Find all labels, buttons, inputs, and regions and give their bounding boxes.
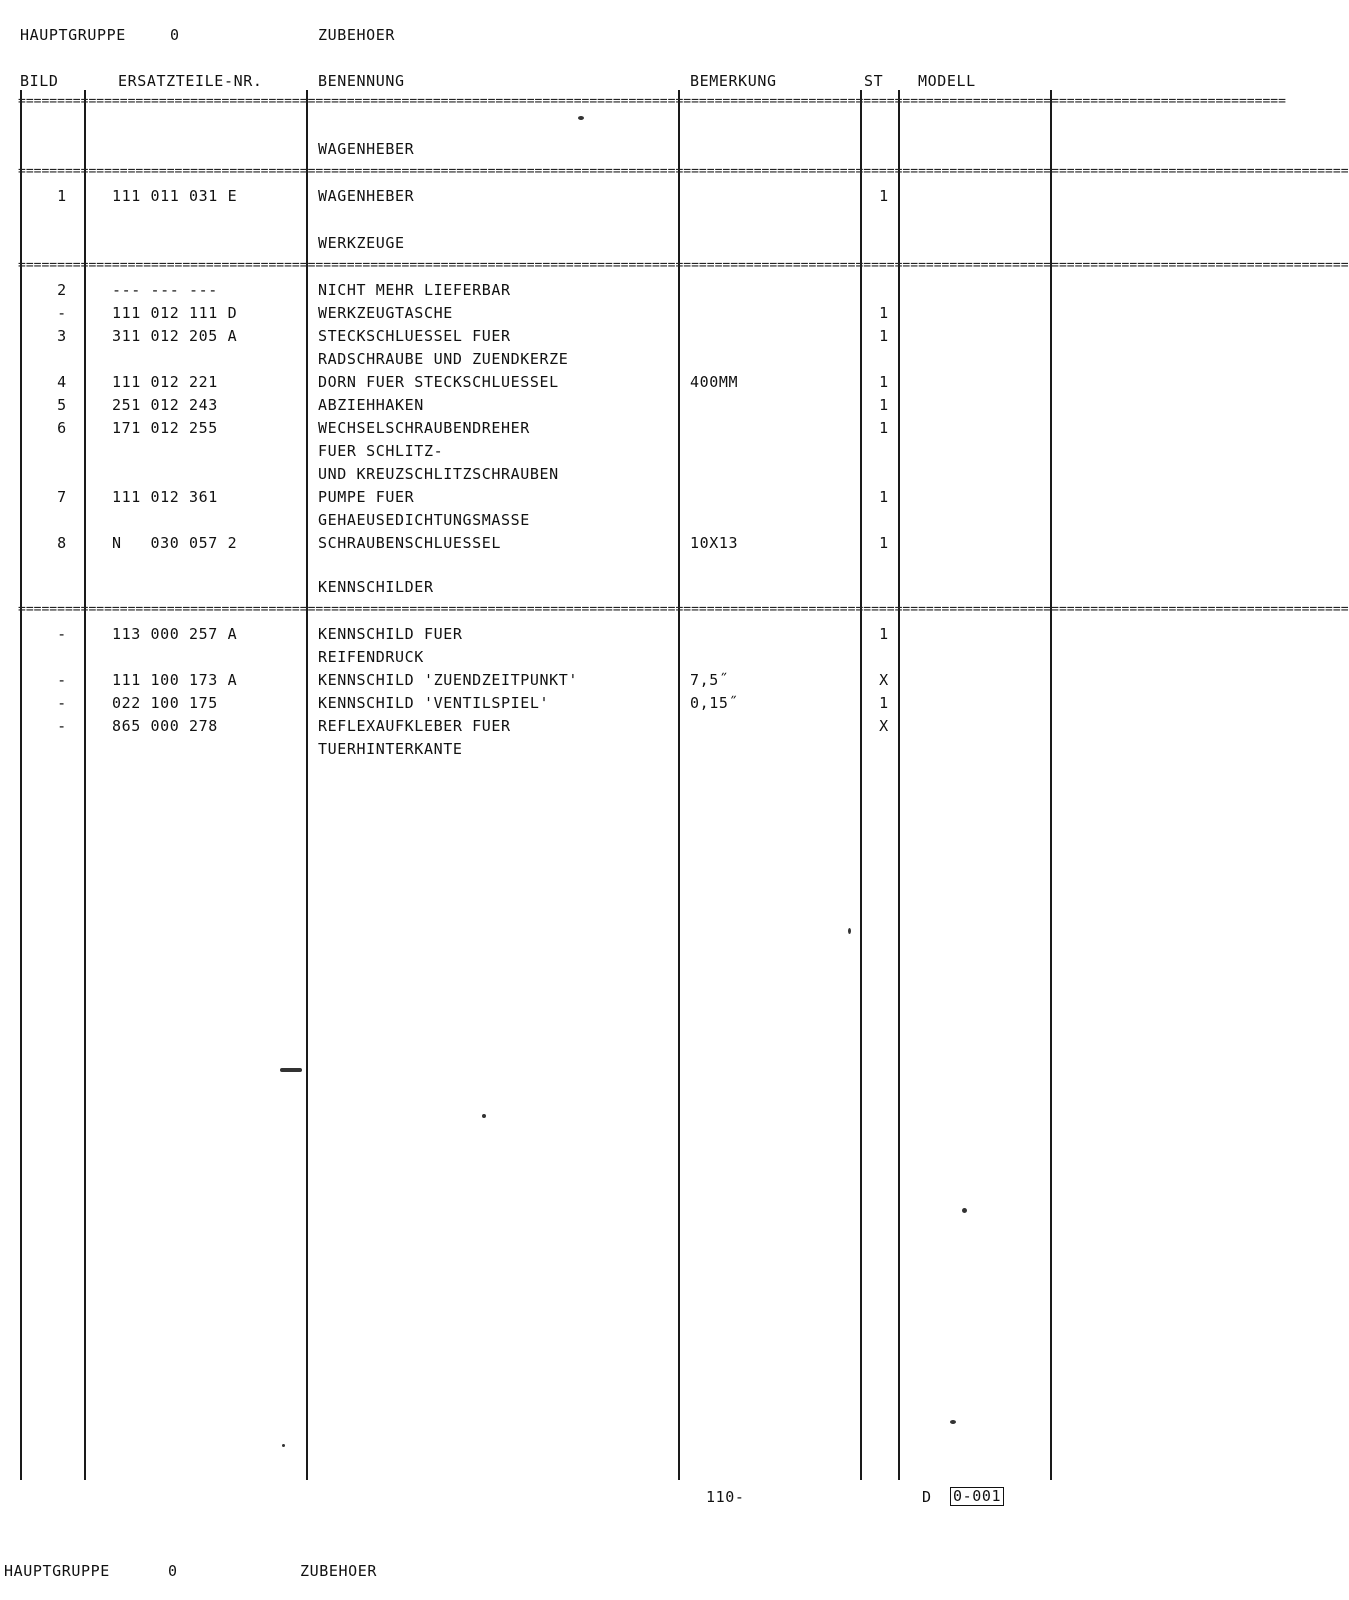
col-header-bemerkung: BEMERKUNG: [690, 72, 777, 90]
col-header-modell: MODELL: [918, 72, 976, 90]
double-rule: ==========================================================================================================================================================================: [18, 258, 1349, 273]
table-row: [0, 647, 1106, 670]
benennung-cell: REIFENDRUCK: [318, 648, 424, 666]
page-reference: 110-: [706, 1488, 745, 1506]
benennung-cell: RADSCHRAUBE UND ZUENDKERZE: [318, 350, 569, 368]
bottom-hauptgruppe-label: HAUPTGRUPPE: [4, 1562, 110, 1580]
benennung-cell: NICHT MEHR LIEFERBAR: [318, 281, 511, 299]
table-row: [0, 739, 1106, 762]
double-rule: ==================================================================================================================================================================: [18, 94, 1286, 109]
part-number-cell: 311 012 205 A: [112, 327, 238, 345]
bemerkung-cell: 0,15˝: [690, 694, 739, 712]
part-number-cell: 251 012 243: [112, 396, 218, 414]
bild-cell: -: [57, 304, 67, 322]
st-cell: 1: [879, 373, 889, 391]
scan-speck: [282, 1444, 285, 1447]
scan-speck: [280, 1068, 302, 1072]
part-number-cell: 111 012 361: [112, 488, 218, 506]
benennung-cell: FUER SCHLITZ-: [318, 442, 444, 460]
part-number-cell: --- --- ---: [112, 281, 218, 299]
benennung-cell: SCHRAUBENSCHLUESSEL: [318, 534, 501, 552]
benennung-cell: TUERHINTERKANTE: [318, 740, 463, 758]
st-cell: 1: [879, 694, 889, 712]
table-row: [0, 670, 1106, 693]
scan-speck: [962, 1208, 967, 1213]
st-cell: 1: [879, 396, 889, 414]
part-number-cell: 171 012 255: [112, 419, 218, 437]
benennung-cell: WERKZEUGTASCHE: [318, 304, 453, 322]
benennung-cell: ABZIEHHAKEN: [318, 396, 424, 414]
benennung-cell: GEHAEUSEDICHTUNGSMASSE: [318, 511, 530, 529]
st-cell: 1: [879, 534, 889, 552]
scan-speck: [482, 1114, 486, 1118]
section-title: WAGENHEBER: [318, 140, 415, 158]
benennung-cell: KENNSCHILD 'VENTILSPIEL': [318, 694, 550, 712]
table-row: [0, 716, 1106, 739]
part-number-cell: N 030 057 2: [112, 534, 238, 552]
table-row: [0, 326, 1106, 349]
bemerkung-cell: 7,5˝: [690, 671, 729, 689]
page-code-box: 0-001: [950, 1487, 1004, 1506]
table-row: [0, 303, 1106, 326]
part-number-cell: 111 100 173 A: [112, 671, 238, 689]
bild-cell: 3: [57, 327, 67, 345]
st-cell: X: [879, 717, 889, 735]
bild-cell: 7: [57, 488, 67, 506]
part-number-cell: 022 100 175: [112, 694, 218, 712]
bild-cell: 6: [57, 419, 67, 437]
st-cell: 1: [879, 327, 889, 345]
table-row: [0, 280, 1106, 303]
bild-cell: -: [57, 694, 67, 712]
table-row: [0, 395, 1106, 418]
col-header-bild: BILD: [20, 72, 59, 90]
table-row: [0, 624, 1106, 647]
table-row: [0, 349, 1106, 372]
benennung-cell: KENNSCHILD 'ZUENDZEITPUNKT': [318, 671, 579, 689]
part-number-cell: 865 000 278: [112, 717, 218, 735]
section-title: WERKZEUGE: [318, 234, 405, 252]
table-row: [0, 441, 1106, 464]
bild-cell: 5: [57, 396, 67, 414]
hauptgruppe-label: HAUPTGRUPPE: [20, 26, 126, 44]
scan-speck: [848, 928, 851, 934]
bottom-hauptgruppe-name: ZUBEHOER: [300, 1562, 378, 1580]
bild-cell: -: [57, 625, 67, 643]
col-header-st: ST: [864, 72, 884, 90]
st-cell: 1: [879, 304, 889, 322]
col-header-part: ERSATZTEILE-NR.: [118, 72, 263, 90]
st-cell: 1: [879, 488, 889, 506]
benennung-cell: PUMPE FUER: [318, 488, 415, 506]
double-rule: ==========================================================================================================================================================================: [18, 164, 1349, 179]
double-rule: ==========================================================================================================================================================================: [18, 602, 1349, 617]
table-row: [0, 372, 1106, 395]
table-row: [0, 693, 1106, 716]
bild-cell: 2: [57, 281, 67, 299]
section-title: KENNSCHILDER: [318, 578, 434, 596]
st-cell: X: [879, 671, 889, 689]
bild-cell: 1: [57, 187, 67, 205]
part-number-cell: 113 000 257 A: [112, 625, 238, 643]
part-number-cell: 111 011 031 E: [112, 187, 238, 205]
table-row: [0, 186, 1106, 209]
part-number-cell: 111 012 221: [112, 373, 218, 391]
benennung-cell: UND KREUZSCHLITZSCHRAUBEN: [318, 465, 559, 483]
hauptgruppe-number: 0: [170, 26, 180, 44]
st-cell: 1: [879, 187, 889, 205]
bild-cell: -: [57, 717, 67, 735]
bild-cell: 8: [57, 534, 67, 552]
table-row: [0, 533, 1106, 556]
table-row: [0, 487, 1106, 510]
st-cell: 1: [879, 625, 889, 643]
hauptgruppe-name: ZUBEHOER: [318, 26, 396, 44]
benennung-cell: KENNSCHILD FUER: [318, 625, 463, 643]
benennung-cell: WAGENHEBER: [318, 187, 415, 205]
bild-cell: 4: [57, 373, 67, 391]
benennung-cell: WECHSELSCHRAUBENDREHER: [318, 419, 530, 437]
bottom-hauptgruppe-number: 0: [168, 1562, 178, 1580]
table-row: [0, 464, 1106, 487]
scan-speck: [578, 116, 584, 120]
bemerkung-cell: 400MM: [690, 373, 739, 391]
language-code: D: [922, 1488, 932, 1506]
benennung-cell: STECKSCHLUESSEL FUER: [318, 327, 511, 345]
benennung-cell: DORN FUER STECKSCHLUESSEL: [318, 373, 559, 391]
table-row: [0, 418, 1106, 441]
part-number-cell: 111 012 111 D: [112, 304, 238, 322]
benennung-cell: REFLEXAUFKLEBER FUER: [318, 717, 511, 735]
table-row: [0, 510, 1106, 533]
bemerkung-cell: 10X13: [690, 534, 739, 552]
bild-cell: -: [57, 671, 67, 689]
scan-speck: [950, 1420, 956, 1424]
col-header-benennung: BENENNUNG: [318, 72, 405, 90]
st-cell: 1: [879, 419, 889, 437]
